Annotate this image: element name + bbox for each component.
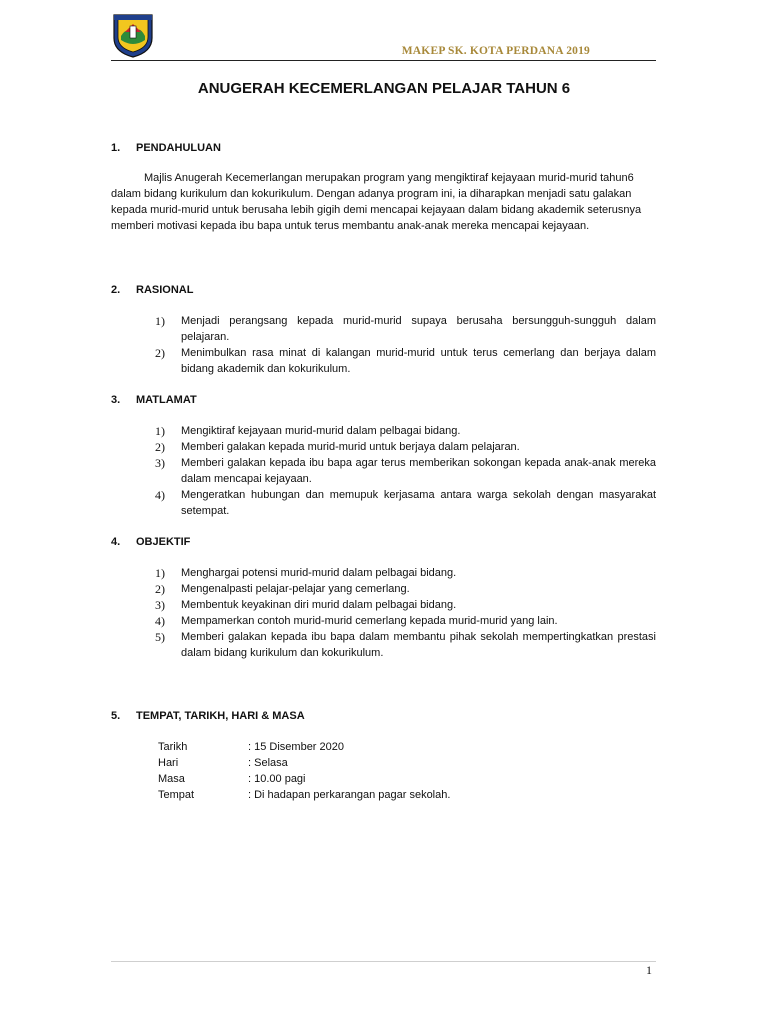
matlamat-list	[155, 423, 656, 519]
section-number: 5.	[111, 710, 121, 722]
section-title: RASIONAL	[136, 284, 194, 296]
item-number: 3)	[155, 598, 165, 612]
item-text: Menimbulkan rasa minat di kalangan murid-murid untuk terus cemerlang dan berjaya dalam bidang akademik dan kokurikulum.	[181, 347, 656, 375]
item-number: 1)	[155, 314, 165, 328]
section-number: 2.	[111, 284, 121, 296]
item-number: 1)	[155, 424, 165, 438]
list-item	[155, 455, 656, 487]
section-title: MATLAMAT	[136, 394, 197, 406]
section-heading-tempat-tarikh	[111, 710, 305, 722]
list-item	[155, 423, 656, 439]
detail-row-tarikh	[158, 739, 450, 755]
school-crest-icon	[111, 12, 155, 58]
section-heading-objektif	[111, 536, 190, 548]
item-number: 2)	[155, 440, 165, 454]
item-text: Menghargai potensi murid-murid dalam pelbagai bidang.	[181, 567, 457, 579]
section-title: OBJEKTIF	[136, 536, 191, 548]
detail-value: : 10.00 pagi	[248, 773, 306, 785]
section-number: 3.	[111, 394, 121, 406]
section-number: 4.	[111, 536, 121, 548]
detail-label: Hari	[158, 757, 179, 769]
header-divider	[111, 60, 656, 61]
item-number: 1)	[155, 566, 165, 580]
item-text: Memberi galakan kepada murid-murid untuk berjaya dalam pelajaran.	[181, 441, 520, 453]
section-heading-pendahuluan	[111, 142, 221, 154]
detail-label: Tempat	[158, 789, 195, 801]
event-details	[158, 739, 450, 803]
page-number: 1	[646, 963, 652, 977]
item-number: 3)	[155, 456, 165, 470]
item-text: Memberi galakan kepada ibu bapa agar terus memberikan sokongan kepada anak-anak mereka dalam mencapai kejayaan.	[181, 457, 656, 485]
detail-value: : Di hadapan perkarangan pagar sekolah.	[248, 789, 451, 801]
item-text: Mengeratkan hubungan dan memupuk kerjasama antara warga sekolah dengan masyarakat setempat.	[181, 489, 656, 517]
detail-label: Tarikh	[158, 741, 188, 753]
item-number: 2)	[155, 582, 165, 596]
footer-divider	[111, 961, 656, 962]
item-text: Memberi galakan kepada ibu bapa dalam membantu pihak sekolah mempertingkatkan prestasi dalam bidang kurikulum dan kokurikulum.	[181, 631, 656, 659]
detail-row-tempat	[158, 787, 450, 803]
item-number: 2)	[155, 346, 165, 360]
school-crest-logo	[111, 12, 155, 58]
item-number: 4)	[155, 488, 165, 502]
pendahuluan-paragraph: Majlis Anugerah Kecemerlangan merupakan program yang mengiktiraf kejayaan murid-murid tahun6 dalam bidang kurikulum dan kokurikulum. Dengan adanya program ini, ia diharapkan menjadi satu galakan kepada murid-murid untuk berusaha lebih gigih demi mencapai kejayaan dalam bidang akademik seterusnya memberi motivasi kepada ibu bapa untuk terus membantu anak-anak mereka mencapai kejayaan.	[111, 172, 642, 232]
section-heading-rasional	[111, 284, 193, 296]
header-school-name: MAKEP SK. KOTA PERDANA 2019	[401, 45, 590, 57]
section-title: TEMPAT, TARIKH, HARI & MASA	[136, 710, 305, 722]
list-item	[155, 581, 656, 597]
item-text: Menjadi perangsang kepada murid-murid supaya berusaha bersungguh-sungguh dalam pelajaran.	[181, 315, 656, 343]
list-item	[155, 629, 656, 661]
list-item	[155, 487, 656, 519]
document-title: ANUGERAH KECEMERLANGAN PELAJAR TAHUN 6	[197, 80, 571, 97]
list-item	[155, 313, 656, 345]
list-item	[155, 439, 656, 455]
detail-value: : Selasa	[248, 757, 288, 769]
list-item	[155, 613, 656, 629]
detail-label: Masa	[158, 773, 185, 785]
item-number: 5)	[155, 630, 165, 644]
detail-row-hari	[158, 755, 450, 771]
list-item	[155, 597, 656, 613]
section-title: PENDAHULUAN	[136, 142, 221, 154]
rasional-list	[155, 313, 656, 377]
item-text: Mengenalpasti pelajar-pelajar yang cemerlang.	[181, 583, 410, 595]
list-item	[155, 345, 656, 377]
detail-row-masa	[158, 771, 450, 787]
section-number: 1.	[111, 142, 121, 154]
detail-value: : 15 Disember 2020	[248, 741, 344, 753]
item-text: Mempamerkan contoh murid-murid cemerlang kepada murid-murid yang lain.	[181, 615, 558, 627]
list-item	[155, 565, 656, 581]
objektif-list	[155, 565, 656, 661]
item-text: Mengiktiraf kejayaan murid-murid dalam pelbagai bidang.	[181, 425, 461, 437]
section-heading-matlamat	[111, 394, 197, 406]
item-text: Membentuk keyakinan diri murid dalam pelbagai bidang.	[181, 599, 457, 611]
item-number: 4)	[155, 614, 165, 628]
